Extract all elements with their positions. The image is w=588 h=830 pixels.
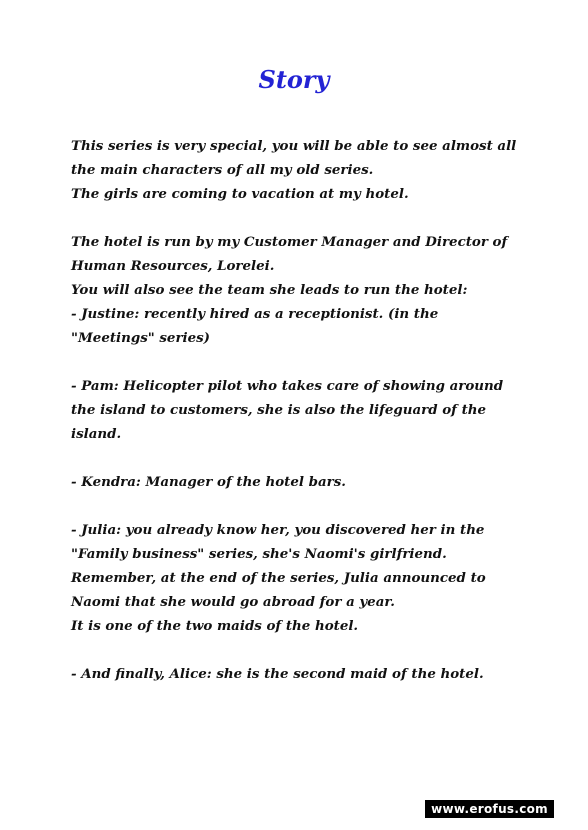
paragraph-alice <box>71 662 541 686</box>
text-line: Remember, at the end of the series, Julia announced to <box>71 570 486 586</box>
text-line: This series is very special, you will be able to see almost all <box>71 138 517 154</box>
paragraph-hotel-team <box>71 230 541 350</box>
text-line: "Family business" series, she's Naomi's girlfriend. <box>71 546 447 562</box>
text-line: - And finally, Alice: she is the second maid of the hotel. <box>71 666 484 682</box>
text-line: You will also see the team she leads to run the hotel: <box>71 282 468 298</box>
paragraph-kendra <box>71 470 541 494</box>
text-line: The hotel is run by my Customer Manager and Director of <box>71 234 508 250</box>
text-line: The girls are coming to vacation at my hotel. <box>71 186 409 202</box>
text-line: island. <box>71 426 122 442</box>
text-line: the island to customers, she is also the lifeguard of the <box>71 402 487 418</box>
paragraph-pam <box>71 374 541 446</box>
text-line: the main characters of all my old series. <box>71 162 374 178</box>
text-line: Naomi that she would go abroad for a year. <box>71 594 395 610</box>
paragraph-julia <box>71 518 541 638</box>
text-line: Human Resources, Lorelei. <box>71 258 275 274</box>
text-line: - Pam: Helicopter pilot who takes care of showing around <box>71 378 504 394</box>
story-body <box>71 134 541 710</box>
text-line: - Julia: you already know her, you discovered her in the <box>71 522 485 538</box>
text-line: It is one of the two maids of the hotel. <box>71 618 359 634</box>
text-line: "Meetings" series) <box>71 330 210 346</box>
text-line: - Kendra: Manager of the hotel bars. <box>71 474 346 490</box>
paragraph-intro <box>71 134 541 206</box>
text-line: - Justine: recently hired as a receptionist. (in the <box>71 306 439 322</box>
page-title: Story <box>258 65 330 94</box>
watermark: www.erofus.com <box>425 800 554 818</box>
